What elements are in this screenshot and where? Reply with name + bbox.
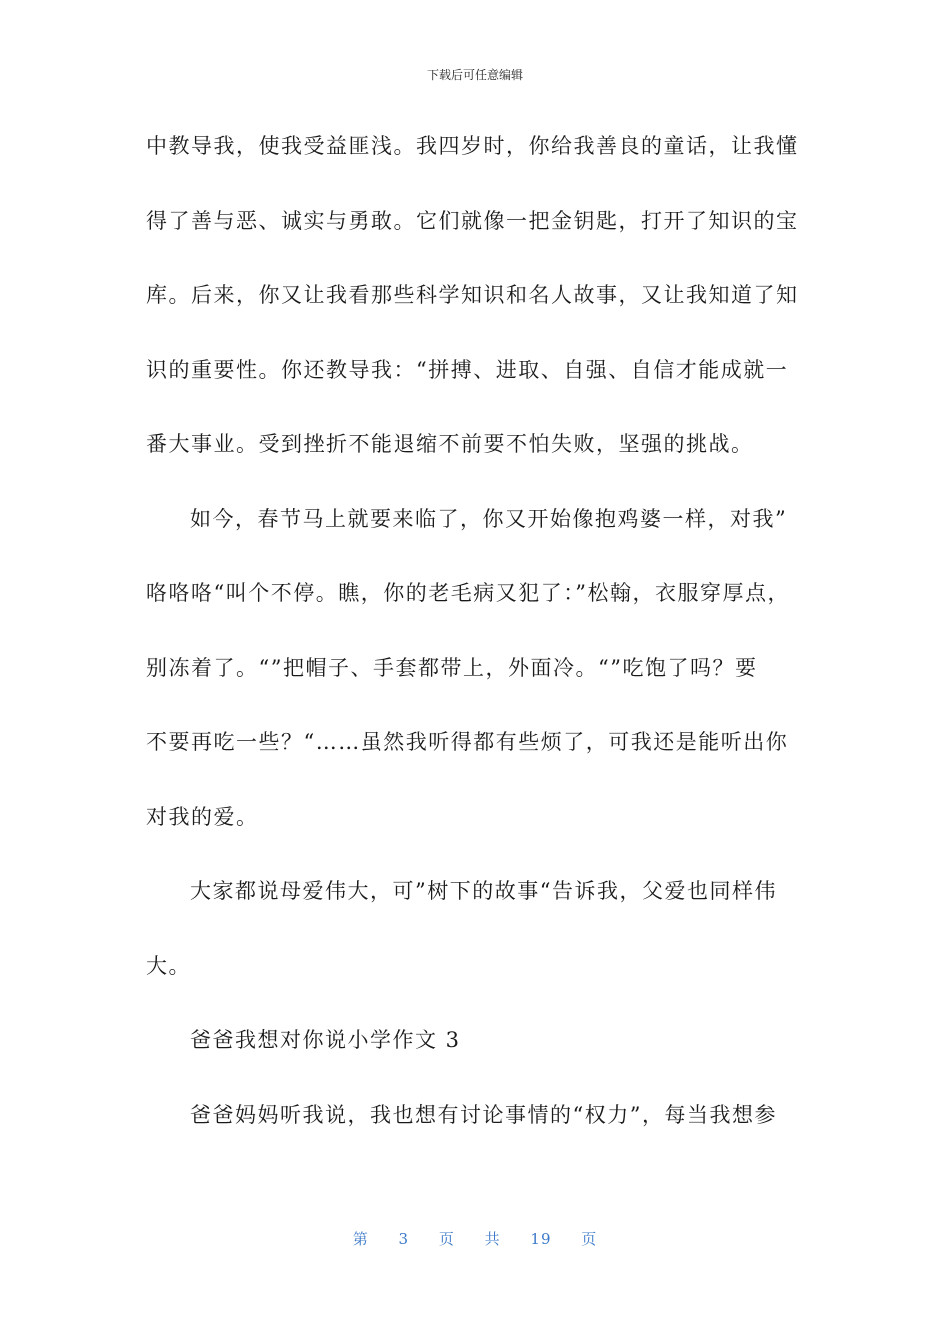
section-heading: 爸爸我想对你说小学作文 3	[190, 1028, 461, 1052]
text-line-2: 得了善与恶、诚实与勇敢。它们就像一把金钥匙，打开了知识的宝	[146, 208, 799, 233]
text-line-11: 大家都说母爱伟大，可”树下的故事“告诉我，父爱也同样伟	[190, 879, 777, 903]
total-unit: 页	[581, 1230, 598, 1248]
page-footer	[0, 1228, 950, 1249]
total-pages-number: 19	[530, 1230, 552, 1248]
text-line-3: 库。后来，你又让我看那些科学知识和名人故事，又让我知道了知	[146, 283, 799, 307]
page-label: 第	[352, 1230, 369, 1248]
text-line-12: 大。	[146, 953, 191, 978]
text-line-6: 如今，春节马上就要来临了，你又开始像抱鸡婆一样，对我”	[190, 506, 788, 531]
current-page-number: 3	[398, 1230, 410, 1248]
total-label: 共	[484, 1230, 501, 1248]
text-line-14: 爸爸妈妈听我说，我也想有讨论事情的“权力”，每当我想参	[190, 1102, 777, 1127]
page-unit: 页	[438, 1230, 455, 1248]
page-header	[0, 66, 950, 83]
text-line-8: 别冻着了。“”把帽子、手套都带上，外面冷。“”吃饱了吗？要	[146, 655, 758, 680]
text-line-9: 不要再吃一些？“……虽然我听得都有些烦了，可我还是能听出你	[146, 730, 789, 754]
header-watermark-text: 下载后可任意编辑	[426, 68, 523, 82]
text-line-1: 中教导我，使我受益匪浅。我四岁时，你给我善良的童话，让我懂	[146, 134, 799, 158]
document-body	[146, 126, 806, 1169]
text-line-10: 对我的爱。	[146, 804, 259, 829]
text-line-7: 咯咯咯“叫个不停。瞧，你的老毛病又犯了：”松翰，衣服穿厚点，	[146, 581, 790, 605]
text-line-4: 识的重要性。你还教导我：“拼搏、进取、自强、自信才能成就一	[146, 357, 789, 382]
text-line-5: 番大事业。受到挫折不能退缩不前要不怕失败，坚强的挑战。	[146, 432, 754, 456]
